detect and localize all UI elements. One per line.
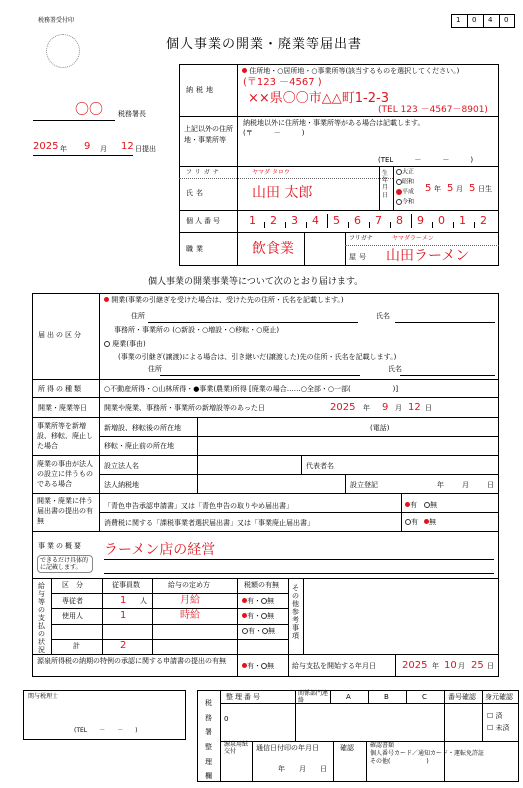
submit-day[interactable]: 12: [121, 141, 134, 152]
kubun-office-line[interactable]: 事務所・事業所の (○新設・○増設・○移転・○廃止): [114, 326, 280, 334]
birth-label: 生年月日: [382, 170, 389, 199]
mynumber-digit[interactable]: 8: [396, 214, 403, 227]
mynumber-digit[interactable]: 1: [459, 214, 466, 227]
submit-year[interactable]: 2025: [33, 141, 59, 152]
mimoto-zumi[interactable]: ☐ 済: [487, 712, 503, 720]
birth-month[interactable]: 5: [447, 183, 454, 194]
occupation-value[interactable]: 飲食業: [252, 241, 294, 257]
kyuyo-row-2-tax[interactable]: 有・ 無: [242, 613, 274, 620]
birth-year[interactable]: 5: [425, 183, 432, 194]
mynumber-digit[interactable]: 3: [291, 214, 298, 227]
form-title: 個人事業の開業・廃業等届出書: [166, 37, 363, 52]
shop-furigana-value[interactable]: ヤマダラーメン: [392, 235, 434, 242]
mynumber-divider: [390, 222, 391, 228]
kyuyo-row-1-count[interactable]: 1: [120, 595, 127, 606]
mynumber-divider: [474, 222, 475, 228]
kyuyo-total-value[interactable]: 2: [120, 640, 127, 651]
form-code-2: 0: [472, 16, 477, 24]
shop-label: 屋号: [349, 253, 369, 261]
kubun-open-radio[interactable]: 開業(事業の引継ぎを受けた場合は、受けた先の住所・氏名を記載します。): [104, 297, 344, 304]
form-code-3: 4: [488, 16, 493, 24]
mynumber-divider: [306, 222, 307, 228]
mynumber-divider: [264, 222, 265, 228]
shotoku-label: 所得の種類: [38, 385, 83, 393]
intro-text: 個人事業の開業事業等について次のとおり届けます。: [148, 277, 364, 287]
birth-day[interactable]: 5: [469, 183, 476, 194]
kyuyo-row-1-tax[interactable]: 有・ 無: [242, 598, 274, 605]
mynumber-digit[interactable]: 1: [249, 214, 256, 227]
mynumber-digit[interactable]: 2: [480, 214, 487, 227]
gensen-label: 源泉所得税の納期の特例の承認に関する申請書の提出の有無: [37, 657, 226, 665]
mynumber-label: 個人番号: [186, 217, 222, 225]
shohizei-no[interactable]: 無: [424, 519, 436, 526]
accountant-label: 関与税理士: [28, 693, 59, 700]
tel-value[interactable]: (TEL 123 －4567－8901): [378, 105, 488, 115]
occupation-label: 職業: [186, 245, 206, 253]
gaiyou-value[interactable]: ラーメン店の経営: [104, 542, 216, 558]
form-code-1: 1: [456, 16, 461, 24]
era-heisei[interactable]: 平成: [396, 189, 414, 196]
gensen-radio[interactable]: 有・ 無: [242, 663, 274, 670]
open-month[interactable]: 9: [382, 402, 389, 413]
mynumber-divider: [348, 222, 349, 228]
mynumber-digit[interactable]: 9: [417, 214, 424, 227]
mynumber-digit[interactable]: 7: [375, 214, 382, 227]
pay-start-month[interactable]: 10: [444, 660, 457, 671]
pay-start-year[interactable]: 2025: [402, 660, 428, 671]
shop-value[interactable]: 山田ラーメン: [386, 248, 470, 264]
jimusho-label: 事業所等を新増設、移転、廃止した場合: [37, 422, 93, 450]
kyuyo-row-2-count[interactable]: 1: [120, 610, 127, 621]
aoiro-no[interactable]: 無: [424, 502, 437, 509]
nouzeichi-label: 納税地: [186, 86, 216, 94]
houjin-label: 廃業の事由が法人の設立に伴うものである場合: [37, 460, 93, 488]
shinkoku-label: 開業・廃業に伴う届出書の提出の有無: [37, 497, 93, 525]
gaiyou-label: 事業の概要: [38, 542, 83, 550]
form-code-4: 0: [504, 16, 509, 24]
mynumber-digit[interactable]: 6: [354, 214, 361, 227]
address-type-radio[interactable]: 住所地・○居所地・○事業所等(該当するものを選択してください。): [242, 68, 459, 75]
address-value[interactable]: ××県〇〇市△△町1-2-3: [248, 91, 389, 106]
furigana-label: フリガナ: [186, 169, 222, 176]
other-tel[interactable]: (TEL － － ): [378, 156, 474, 164]
open-day[interactable]: 12: [408, 402, 421, 413]
open-year[interactable]: 2025: [330, 402, 356, 413]
kyuyo-total-label: 計: [73, 642, 80, 650]
accountant-tel[interactable]: (TEL － － ): [74, 727, 138, 734]
era-reiwa[interactable]: 令和: [396, 199, 414, 206]
office-use-side-label: 税務署整理欄: [205, 699, 212, 781]
mynumber-divider: [285, 222, 286, 228]
mynumber-digit[interactable]: 2: [270, 214, 277, 227]
mynumber-divider: [411, 214, 412, 228]
mynumber-divider: [453, 222, 454, 228]
date-row-label: 開業・廃業等日: [38, 404, 87, 412]
shohizei-yes[interactable]: 有: [405, 519, 418, 526]
stamp-circle: [46, 34, 80, 68]
mimoto-mizumi[interactable]: ☐ 未済: [487, 724, 510, 732]
kyuyo-other-label: その他参考事項: [292, 584, 299, 641]
other-place-note: 納税地以外に住所地・事業所等がある場合は記載します。: [243, 119, 425, 127]
aoiro-yes[interactable]: 有: [405, 502, 417, 509]
stamp-label: 税務署受付印: [38, 17, 75, 24]
furigana-value[interactable]: ヤマダ タロウ: [252, 169, 290, 176]
mynumber-divider: [369, 222, 370, 228]
name-label: 氏名: [186, 189, 206, 197]
kyuyo-row-2-label: 使用人: [62, 612, 83, 620]
postal-code[interactable]: (〒123 －4567 ): [243, 77, 322, 88]
kyuyo-row-1-method[interactable]: 月給: [180, 595, 200, 606]
mynumber-digit[interactable]: 4: [312, 214, 319, 227]
kyuyo-row-3-tax[interactable]: 有・ 無: [242, 628, 275, 635]
shop-furigana-label: フリガナ: [349, 235, 373, 242]
mynumber-digit[interactable]: 5: [333, 214, 340, 227]
mynumber-field[interactable]: [243, 214, 495, 228]
mynumber-digit[interactable]: 0: [438, 214, 445, 227]
other-postal[interactable]: (〒 － ): [243, 129, 305, 137]
kubun-label: 届出の区分: [38, 331, 83, 339]
shotoku-options[interactable]: ○不動産所得・○山林所得・●事業(農業)所得 [廃業の場合……○全部・○一部( )]: [104, 385, 399, 393]
kubun-close-radio[interactable]: 廃業(事由): [104, 341, 146, 348]
tax-office-suffix: 税務署長: [118, 110, 146, 118]
kyuyo-row-1-label: 専従者: [62, 597, 83, 605]
other-place-label: 上記以外の住所地・事業所等: [184, 125, 233, 145]
tax-office-name[interactable]: 〇〇: [75, 102, 103, 118]
mynumber-divider: [432, 222, 433, 228]
submit-month[interactable]: 9: [84, 141, 91, 152]
kyuyo-side-label: 給与等の支払の状況: [38, 582, 45, 655]
kyuyo-row-2-method[interactable]: 時給: [180, 610, 200, 621]
era-showa[interactable]: 昭和: [396, 179, 414, 186]
mynumber-divider: [327, 214, 328, 228]
pay-start-day[interactable]: 25: [471, 660, 484, 671]
name-value[interactable]: 山田 太郎: [252, 185, 313, 201]
era-taisho[interactable]: 大正: [396, 169, 414, 176]
